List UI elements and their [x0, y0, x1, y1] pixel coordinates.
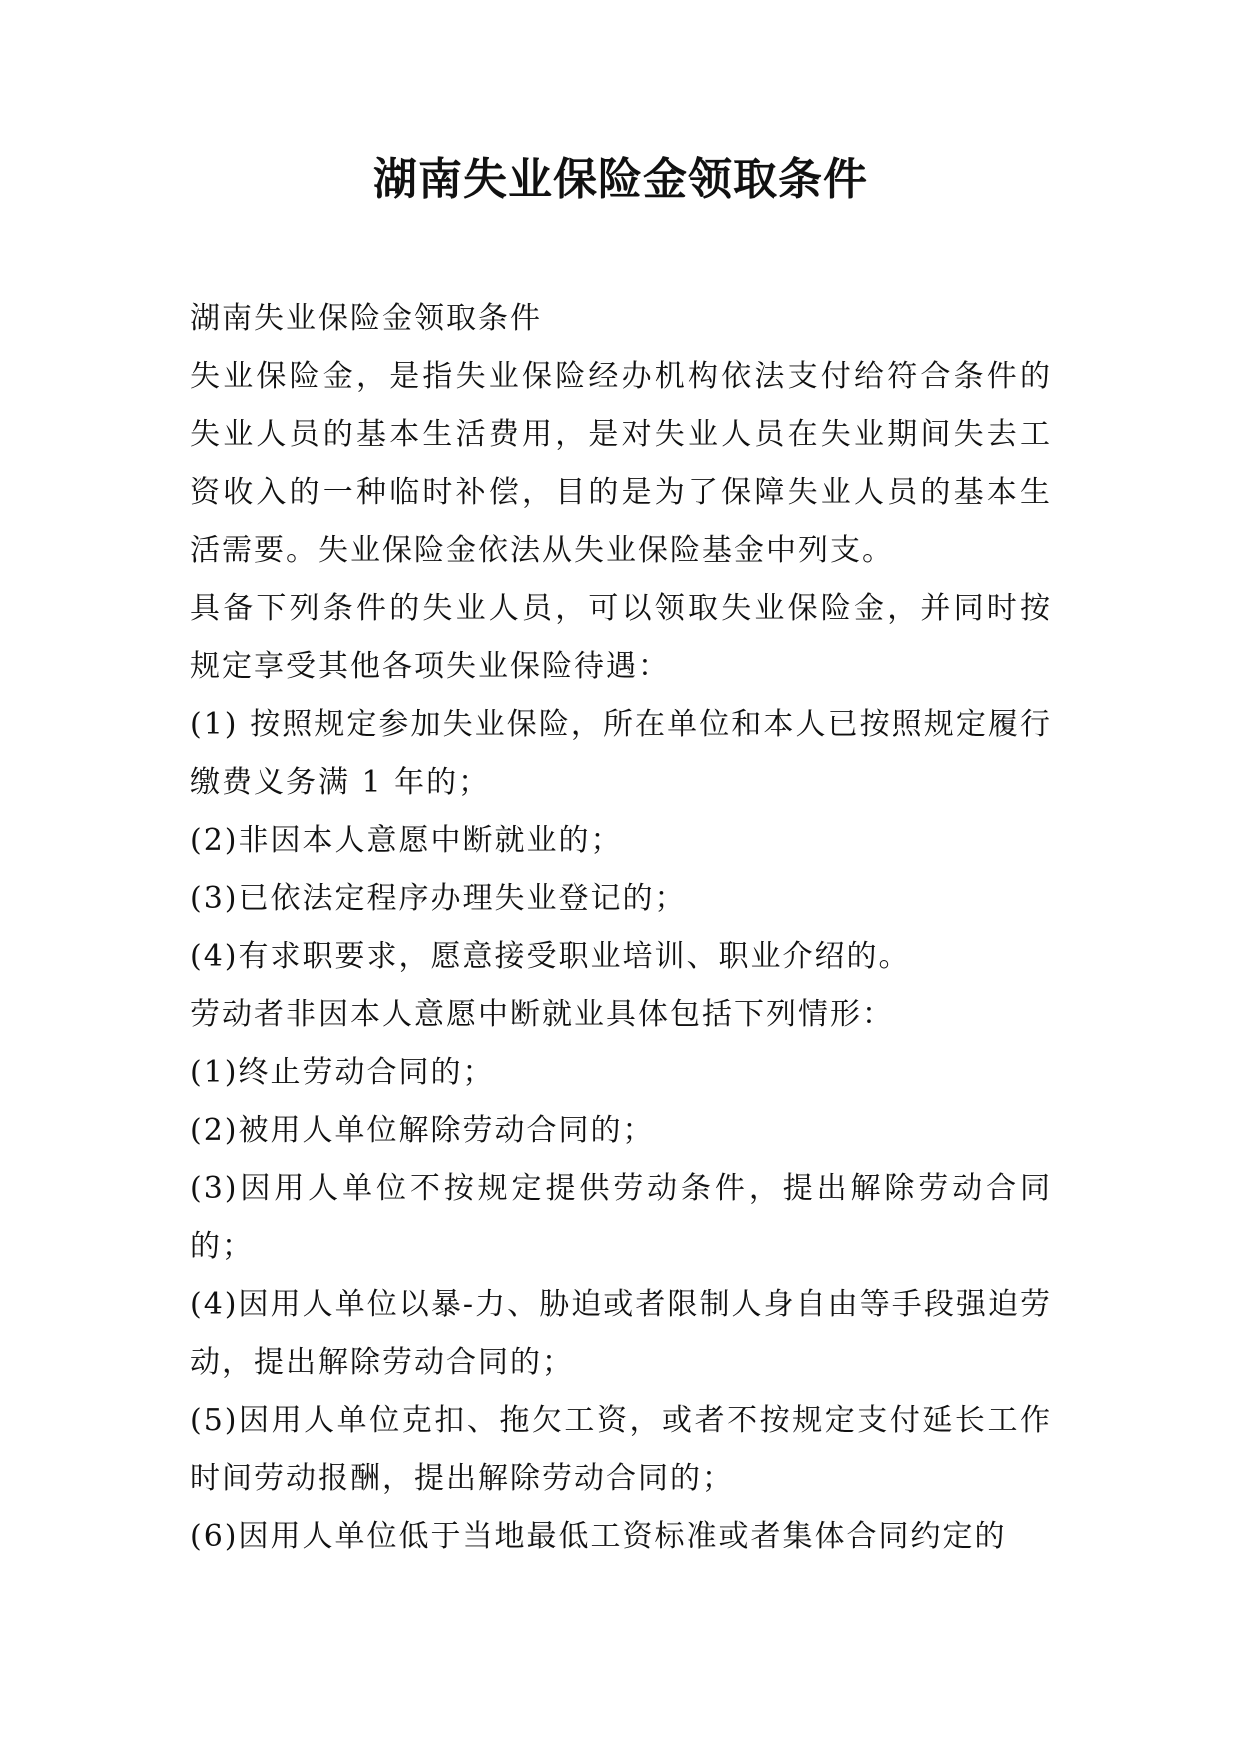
condition-item-4: (4)有求职要求，愿意接受职业培训、职业介绍的。 [190, 939, 911, 974]
document-title: 湖南失业保险金领取条件 [373, 154, 868, 205]
situation-item-4: (4)因用人单位以暴-力、胁迫或者限制人身自由等手段强迫劳动，提出解除劳动合同的； [190, 1287, 1052, 1380]
situation-item-3: (3)因用人单位不按规定提供劳动条件，提出解除劳动合同的； [190, 1171, 1052, 1264]
condition-item-2: (2)非因本人意愿中断就业的； [190, 823, 623, 858]
situation-item-2: (2)被用人单位解除劳动合同的； [190, 1113, 655, 1148]
situation-item-6: (6)因用人单位低于当地最低工资标准或者集体合同约定的 [190, 1519, 1007, 1554]
paragraph-situations-intro: 劳动者非因本人意愿中断就业具体包括下列情形： [190, 997, 894, 1032]
situation-item-5: (5)因用人单位克扣、拖欠工资，或者不按规定支付延长工作时间劳动报酬，提出解除劳动合同的； [190, 1403, 1052, 1496]
situation-item-1: (1)终止劳动合同的； [190, 1055, 495, 1090]
paragraph-conditions-intro: 具备下列条件的失业人员，可以领取失业保险金，并同时按规定享受其他各项失业保险待遇： [190, 591, 1052, 684]
paragraph-definition: 失业保险金，是指失业保险经办机构依法支付给符合条件的失业人员的基本生活费用，是对失业人员在失业期间失去工资收入的一种临时补偿，目的是为了保障失业人员的基本生活需要。失业保险金依法从失业保险基金中列支。 [190, 359, 1052, 568]
condition-item-1: (1) 按照规定参加失业保险，所在单位和本人已按照规定履行缴费义务满 1 年的； [190, 707, 1052, 800]
paragraph-heading: 湖南失业保险金领取条件 [190, 301, 542, 336]
document-body [190, 290, 1052, 1566]
condition-item-3: (3)已依法定程序办理失业登记的； [190, 881, 687, 916]
